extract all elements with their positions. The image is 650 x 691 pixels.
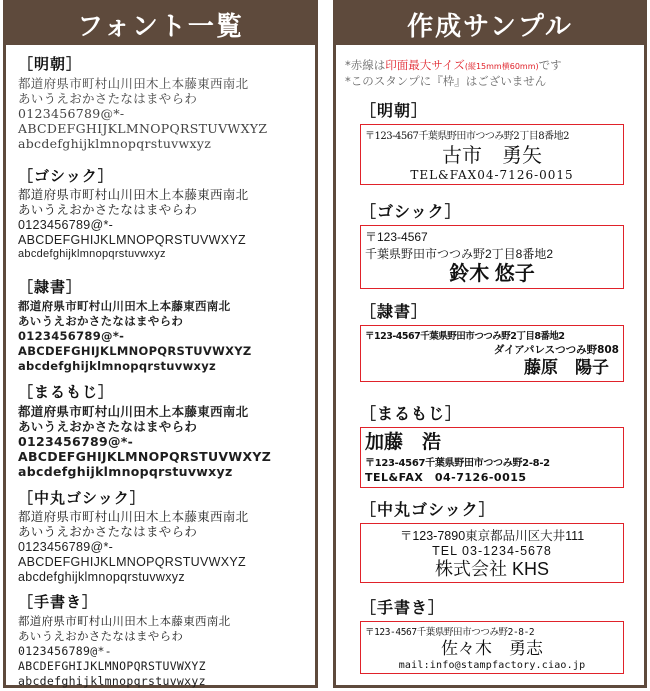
font-label: ［明朝］ (18, 55, 83, 73)
font-line: あいうえおかさたなはまやらわ (18, 629, 184, 643)
font-line: あいうえおかさたなはまやらわ (18, 314, 184, 328)
font-line: 都道府県市町村山川田木上本藤東西南北 (18, 188, 249, 202)
font-line: abcdefghijklmnopqrstuvwxyz (18, 248, 166, 260)
font-line: あいうえおかさたなはまやらわ (18, 91, 198, 106)
stamp-line: 藤原 陽子 (524, 358, 609, 378)
font-line: ABCDEFGHIJKLMNOPQRSTUVWXYZ (18, 121, 268, 136)
font-line: ABCDEFGHIJKLMNOPQRSTUVWXYZ (18, 233, 246, 247)
stamp-line: 〒123-4567千葉県野田市つつみ野2丁目8番地2 (365, 131, 570, 142)
stamp-line: 佐々木 勇志 (441, 639, 543, 659)
stamp-area (360, 325, 624, 382)
font-label: ［まるもじ］ (18, 383, 115, 401)
font-label: ［手書き］ (18, 593, 99, 611)
stamp-line: 千葉県野田市つつみ野2丁目8番地2 (365, 247, 554, 261)
notes (345, 58, 562, 89)
font-line: 0123456789@*- (18, 434, 134, 449)
stamp-area (360, 427, 624, 488)
sample-panel-title: 作成サンプル (336, 3, 644, 45)
font-list-panel (3, 0, 318, 688)
stamp-line: TEL 03-1234-5678 (432, 544, 552, 558)
font-sample-tegaki (18, 591, 309, 689)
sample-panel (333, 0, 647, 688)
font-line: 0123456789@*- (18, 329, 125, 343)
font-line: ABCDEFGHIJKLMNOPQRSTUVWXYZ (18, 555, 246, 569)
font-line: あいうえおかさたなはまやらわ (18, 525, 198, 539)
note-text: *赤線は (345, 58, 386, 72)
stamp-line: 〒123-4567 (365, 230, 428, 244)
stamp-area (360, 124, 624, 185)
font-line: 都道府県市町村山川田木上本藤東西南北 (18, 299, 231, 313)
stamp-sample-marumoji (360, 401, 624, 488)
stamp-line: 〒123-7890東京都品川区大井111 (399, 529, 585, 543)
stamp-line: 〒123-4567千葉県野田市つつみ野2丁目8番地2 (365, 331, 565, 342)
font-line: ABCDEFGHIJKLMNOPQRSTUVWXYZ (18, 449, 272, 464)
sample-label: ［明朝］ (360, 101, 429, 120)
font-line: あいうえおかさたなはまやらわ (18, 203, 198, 217)
stamp-line: mail:info@stampfactory.ciao.jp (398, 660, 586, 671)
note-highlight: 印面最大サイズ (385, 58, 465, 72)
stamp-area (360, 621, 624, 674)
stamp-line: 鈴木 悠子 (449, 263, 535, 285)
stamp-line: 〒123-4567千葉県野田市つつみ野2-8-2 (365, 458, 550, 469)
note-size: (縦15mm横60mm) (464, 62, 539, 71)
sample-label: ［ゴシック］ (360, 202, 462, 221)
font-line: 都道府県市町村山川田木上本藤東西南北 (18, 510, 249, 524)
font-sample-mincho (18, 53, 309, 151)
font-sample-gothic (18, 165, 309, 261)
font-sample-chumaru-gothic (18, 487, 309, 585)
stamp-area (360, 225, 624, 289)
font-line: 0123456789@*- (18, 106, 125, 121)
font-line: ABCDEFGHIJKLMNOPQRSTUVWXYZ (18, 659, 206, 673)
stamp-sample-chumaru-gothic (360, 497, 624, 583)
font-line: 都道府県市町村山川田木上本藤東西南北 (18, 76, 249, 91)
font-label: ［隷書］ (18, 278, 83, 296)
sample-label: ［手書き］ (360, 598, 446, 617)
font-list-title: フォント一覧 (6, 3, 315, 45)
stamp-line: 加藤 浩 (365, 431, 442, 453)
font-line: abcdefghijklmnopqrstuvwxyz (18, 570, 185, 584)
font-line: 0123456789@*- (18, 540, 114, 554)
font-line: あいうえおかさたなはまやらわ (18, 419, 198, 434)
stamp-sample-reisho (360, 299, 624, 382)
font-label: ［ゴシック］ (18, 167, 114, 185)
stamp-line: ダイアパレスつつみ野808 (493, 344, 619, 356)
font-label: ［中丸ゴシック］ (18, 489, 146, 507)
font-line: abcdefghijklmnopqrstuvwxyz (18, 359, 216, 373)
note-line-2: *このスタンプに『枠』はございません (345, 74, 547, 88)
stamp-line: 〒123-4567千葉県野田市つつみ野2-8-2 (365, 627, 535, 638)
note-text: です (538, 58, 562, 72)
stamp-sample-tegaki (360, 595, 624, 674)
font-line: abcdefghijklmnopqrstuvwxyz (18, 674, 206, 688)
font-sample-marumoji (18, 381, 309, 479)
sample-label: ［まるもじ］ (360, 404, 463, 423)
sample-label: ［隷書］ (360, 302, 429, 321)
font-line: abcdefghijklmnopqrstuvwxyz (18, 136, 212, 151)
font-line: 0123456789@*- (18, 644, 112, 658)
font-line: abcdefghijklmnopqrstuvwxyz (18, 464, 233, 479)
stamp-line: 株式会社 KHS (434, 559, 549, 579)
stamp-sample-gothic (360, 199, 624, 289)
font-sample-reisho (18, 276, 309, 374)
font-line: ABCDEFGHIJKLMNOPQRSTUVWXYZ (18, 344, 252, 358)
font-line: 0123456789@*- (18, 218, 114, 232)
stamp-line: 古市 勇矢 (442, 143, 542, 167)
stamp-line: TEL&FAX 04-7126-0015 (365, 471, 527, 484)
sample-label: ［中丸ゴシック］ (360, 500, 496, 519)
font-line: 都道府県市町村山川田木上本藤東西南北 (18, 614, 231, 628)
font-line: 都道府県市町村山川田木上本藤東西南北 (18, 404, 249, 419)
stamp-line: TEL&FAX04-7126-0015 (410, 168, 574, 182)
note-line-1 (345, 58, 562, 74)
stamp-sample-mincho (360, 98, 624, 185)
stamp-area (360, 523, 624, 583)
